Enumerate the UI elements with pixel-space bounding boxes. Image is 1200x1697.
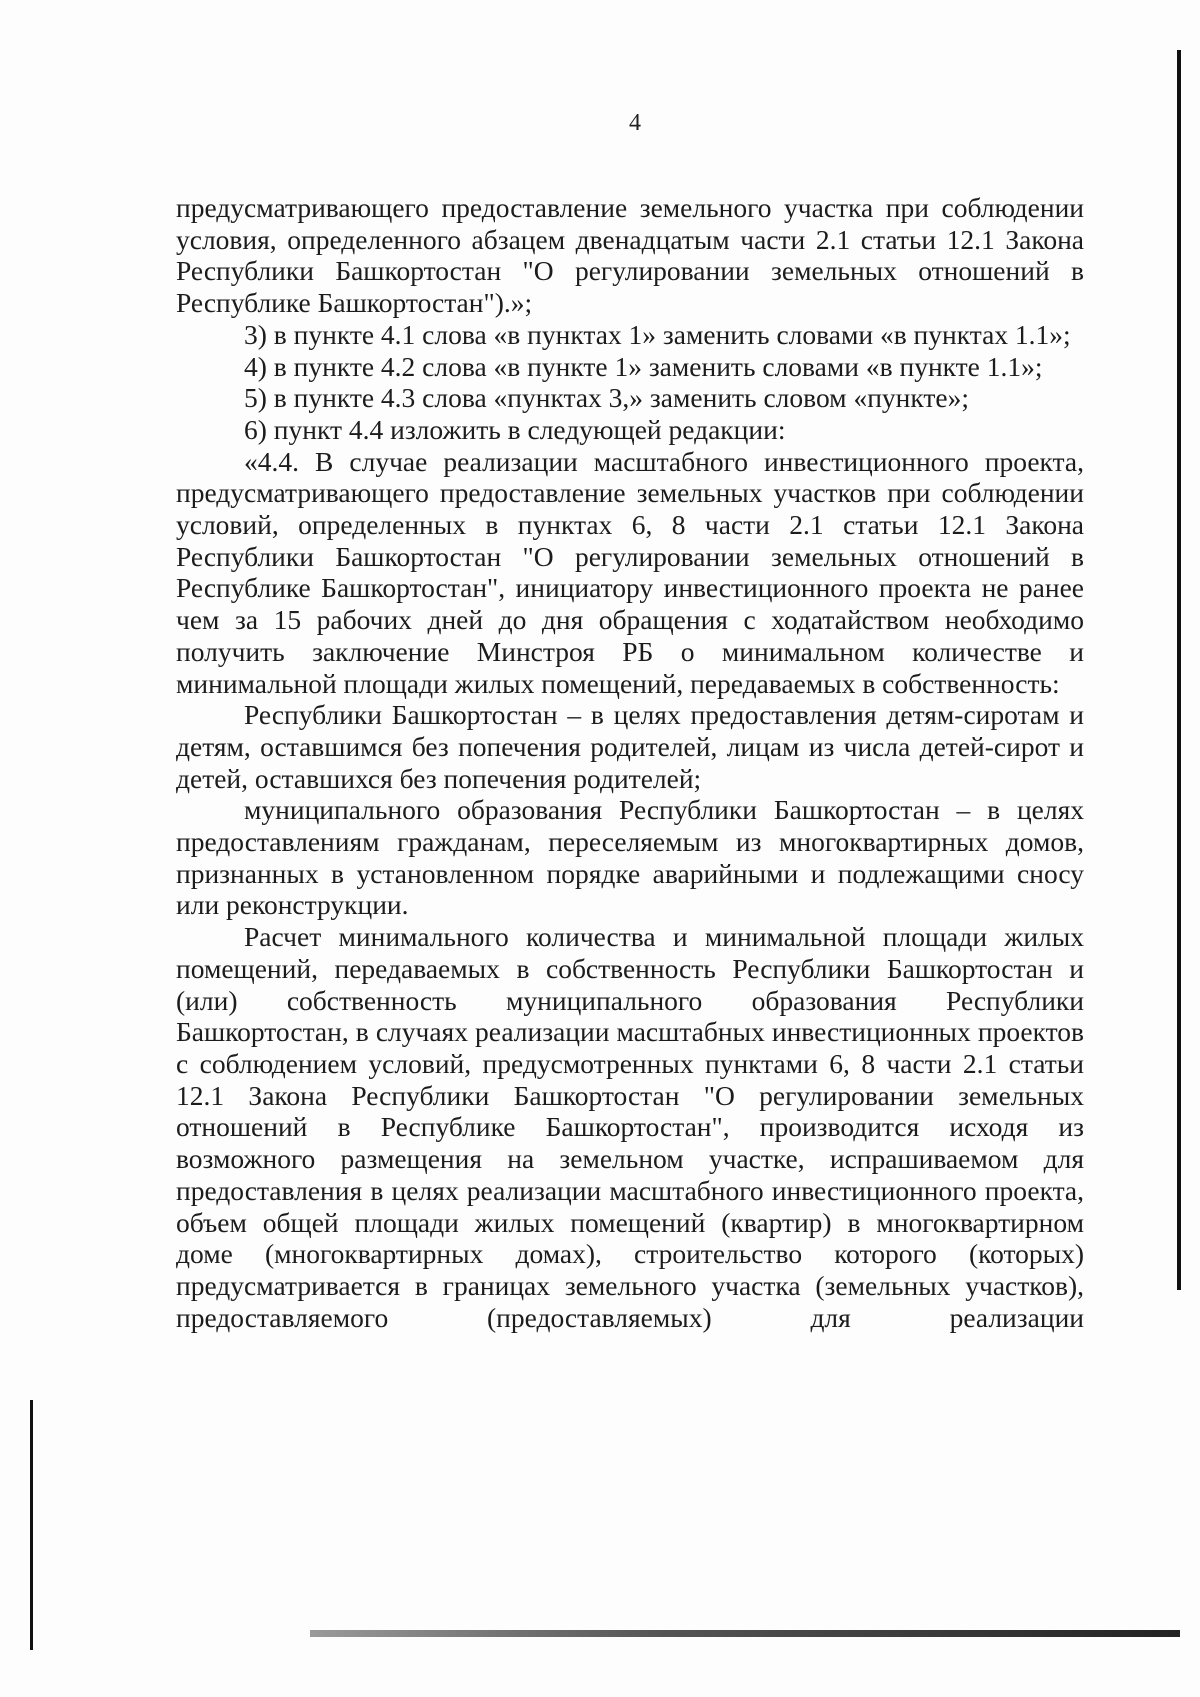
paragraph: 6) пункт 4.4 изложить в следующей редакции: — [244, 413, 786, 445]
page-number: 4 — [629, 110, 641, 136]
paragraph: Республики Башкортостан – в целях предоставления детям-сиротам и детям, оставшимся без попечения родителей, лицам из числа детей-сирот и детей, оставшихся без попечения родителей; — [176, 699, 1084, 794]
paragraph: предусматривающего предоставление земельного участка при соблюдении условия, определенного абзацем двенадцатым части 2.1 статьи 12.1 Закона Республики Башкортостан "О регулировании земельных отношений в Республике Башкортостан").»; — [176, 192, 1084, 319]
paragraph: 4) в пункте 4.2 слова «в пункте 1» заменить словами «в пункте 1.1»; — [244, 350, 1043, 382]
document-body — [176, 192, 1084, 1333]
scan-border-right — [1177, 50, 1181, 1290]
paragraph: 3) в пункте 4.1 слова «в пунктах 1» заменить словами «в пунктах 1.1»; — [244, 318, 1071, 350]
scan-border-bottom — [310, 1630, 1180, 1637]
paragraph: 5) в пункте 4.3 слова «пунктах 3,» заменить словом «пункте»; — [244, 382, 969, 414]
paragraph: Расчет минимального количества и минимальной площади жилых помещений, передаваемых в собственность Республики Башкортостан и (или) собственность муниципального образования Республики Башкортостан, в случаях реализации масштабных инвестиционных проектов с соблюдением условий, предусмотренных пунктами 6, 8 части 2.1 статьи 12.1 Закона Республики Башкортостан "О регулировании земельных отношений в Республике Башкортостан", производится исходя из возможного размещения на земельном участке, испрашиваемом для предоставления в целях реализации масштабного инвестиционного проекта, объем общей площади жилых помещений (квартир) в многоквартирном доме (многоквартирных домах), строительство которого (которых) предусматривается в границах земельного участка (земельных участков), предоставляемого (предоставляемых) для реализации — [176, 921, 1084, 1333]
paragraph: «4.4. В случае реализации масштабного инвестиционного проекта, предусматривающего предоставление земельных участков при соблюдении условий, определенных в пунктах 6, 8 части 2.1 статьи 12.1 Закона Республики Башкортостан "О регулировании земельных отношений в Республике Башкортостан", инициатору инвестиционного проекта не ранее чем за 15 рабочих дней до дня обращения с ходатайством необходимо получить заключение Минстроя РБ о минимальном количестве и минимальной площади жилых помещений, передаваемых в собственность: — [176, 445, 1084, 699]
paragraph: муниципального образования Республики Башкортостан – в целях предоставлениям гражданам, переселяемым из многоквартирных домов, признанных в установленном порядке аварийными и подлежащими сносу или реконструкции. — [176, 794, 1084, 921]
scan-border-left — [30, 1400, 33, 1650]
